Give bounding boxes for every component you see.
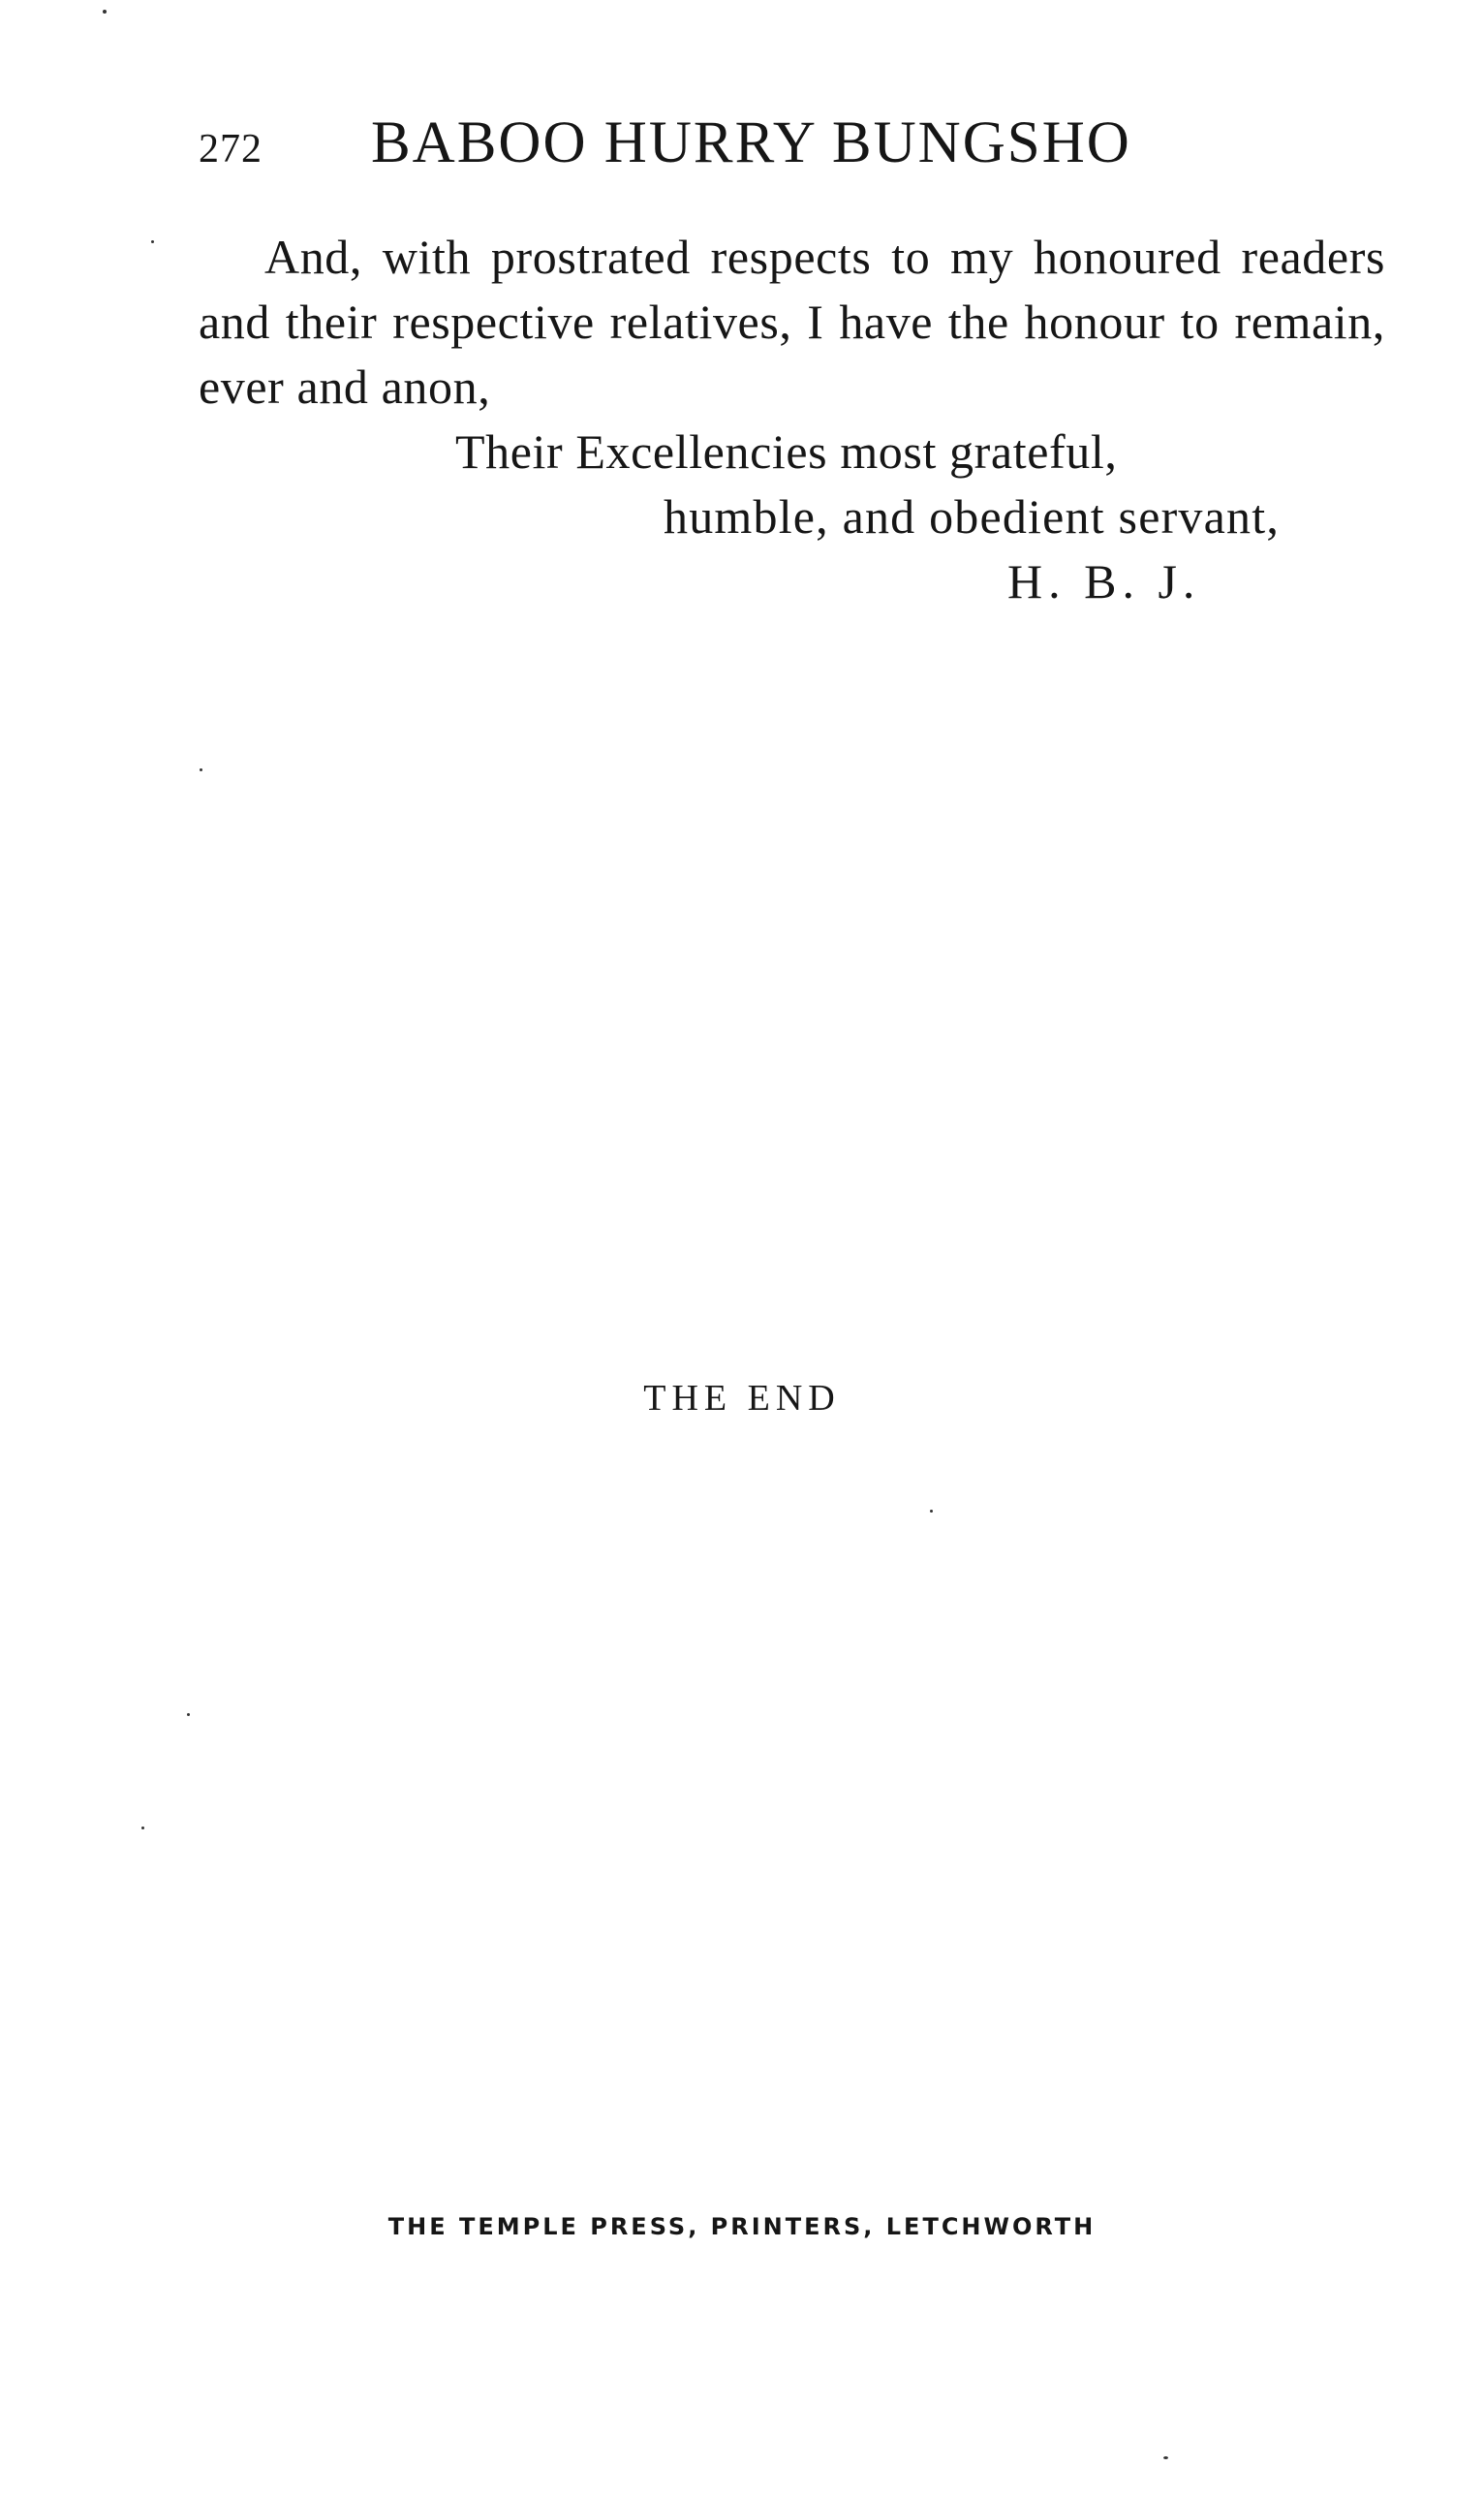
body-text — [199, 225, 1385, 420]
book-title: BABOO HURRY BUNGSHO — [371, 110, 1131, 175]
paper-speck — [187, 1713, 190, 1716]
paper-speck — [1163, 2456, 1168, 2459]
paper-speck — [200, 768, 202, 771]
paper-speck — [930, 1510, 933, 1513]
the-end-heading: THE END — [643, 1378, 841, 1419]
closing-paragraph: And, with prostrated respects to my honoured readers and their respective relatives, I have the honour to remain, ever and anon, — [199, 230, 1385, 414]
signature-initials: H. B. J. — [1007, 554, 1201, 609]
paper-speck — [141, 1827, 144, 1829]
printer-imprint: THE TEMPLE PRESS, PRINTERS, LETCHWORTH — [387, 2213, 1097, 2240]
paper-speck — [103, 10, 107, 14]
valediction-line-2: humble, and obedient servant, — [664, 489, 1281, 544]
valediction-line-1: Their Excellencies most grateful, — [455, 424, 1118, 479]
running-head — [199, 105, 1313, 182]
page-number: 272 — [199, 127, 263, 172]
paper-speck — [151, 240, 154, 243]
